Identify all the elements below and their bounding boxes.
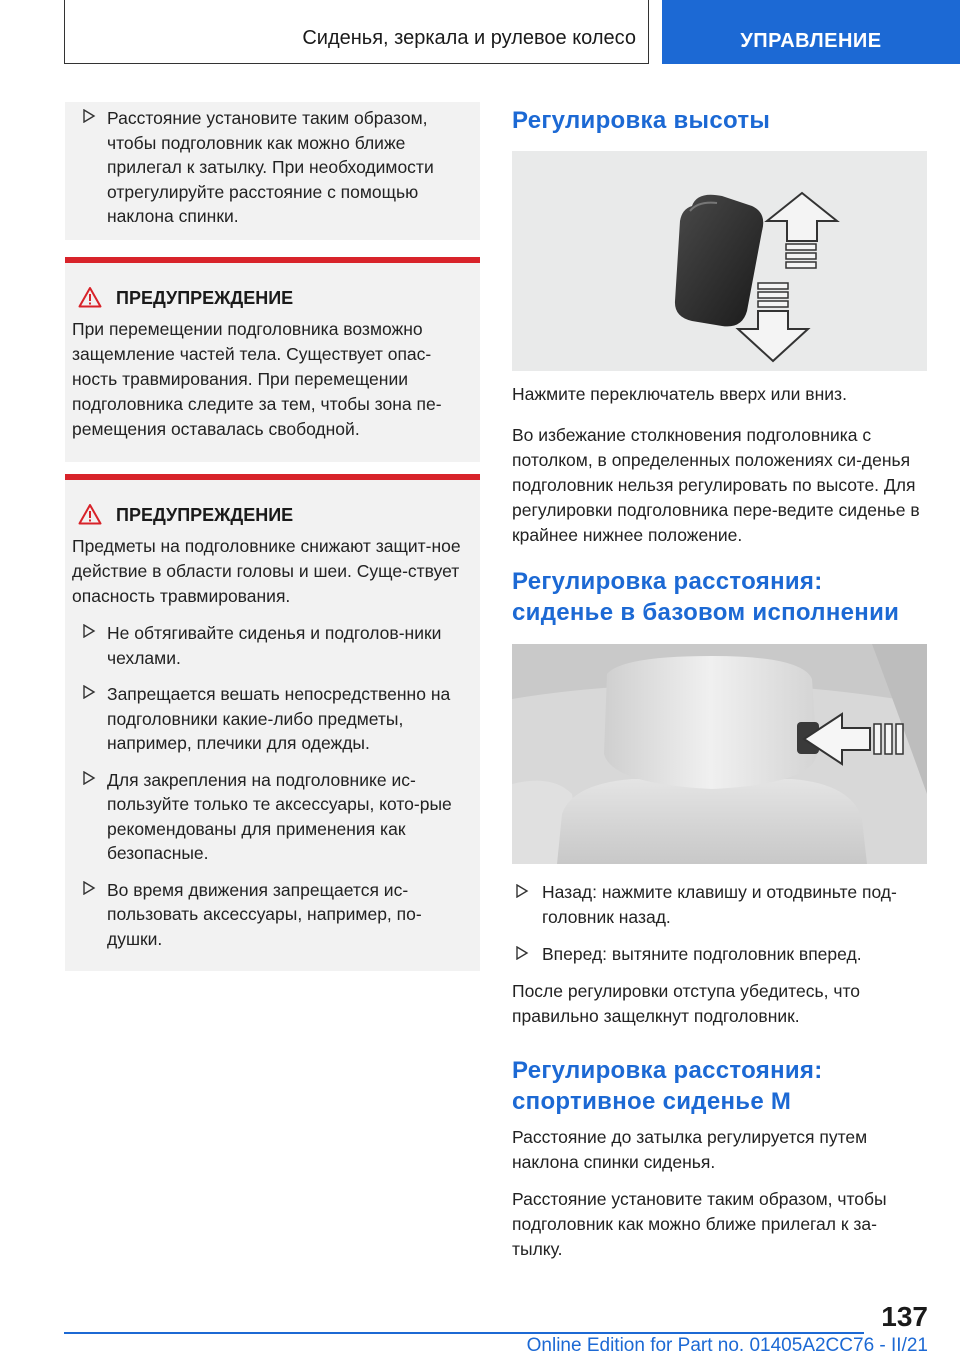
- warning-triangle-icon: [78, 286, 102, 308]
- headrest-release-figure: [512, 644, 927, 864]
- triangle-bullet-icon: [82, 881, 96, 895]
- footer-edition: Online Edition for Part no. 01405A2CC76 - II/21: [526, 1335, 928, 1356]
- page-header: [64, 0, 960, 64]
- warning-text: При перемещении подголовника возможно защемление частей тела. Существует опас-ность травмирования. При перемещении подголовника следите за тем, чтобы зона пе-ремещения оставалась свободной.: [72, 319, 442, 439]
- list-item: Для закрепления на подголовнике ис-пользуйте только те аксессуары, кото-рые рекомендованы для применения как безопасные.: [72, 768, 472, 866]
- list-item: Запрещается вешать непосредственно на подголовники какие-либо предметы, например, плечики для одежды.: [72, 682, 472, 756]
- intro-box: [65, 102, 480, 240]
- triangle-bullet-icon: [82, 109, 96, 123]
- distance-base-heading: Регулировка расстояния: сиденье в базовом исполнении: [512, 568, 900, 626]
- warning-box-2: [65, 474, 480, 971]
- height-switch-figure: [512, 151, 927, 371]
- height-text-1: Нажмите переключатель вверх или вниз.: [512, 384, 847, 404]
- triangle-bullet-icon: [515, 946, 529, 960]
- triangle-bullet-icon: [82, 685, 96, 699]
- height-text-2: Во избежание столкновения подголовника с потолком, в определенных положениях си-денья подголовник нельзя регулировать по высоте. Для регулировки подголовника пере-ведите сиденье в крайнее нижнее положение.: [512, 425, 920, 545]
- chapter-tab: [662, 0, 960, 64]
- section-tab: [64, 0, 649, 64]
- triangle-bullet-icon: [82, 624, 96, 638]
- headrest-switch-illustration: [512, 151, 927, 371]
- list-item-text: Расстояние установите таким образом, чтобы подголовник как можно ближе прилегал к затылку. При необходимости отрегулируйте расстояние с помощью наклона спинки.: [107, 108, 434, 226]
- distance-sport-text-1: Расстояние до затылка регулируется путем наклона спинки сиденья.: [512, 1127, 868, 1172]
- height-heading: Регулировка высоты: [512, 107, 771, 134]
- warning-triangle-icon: [78, 503, 102, 525]
- warning-box-1: [65, 257, 480, 462]
- right-column: [512, 102, 927, 1262]
- list-item: Во время движения запрещается ис-пользовать аксессуары, например, по-душки.: [72, 878, 472, 952]
- warning-text: Предметы на подголовнике снижают защит-ное действие в области головы и шеи. Суще-ствует опасность травмирования.: [72, 536, 461, 606]
- list-item: Вперед: вытяните подголовник вперед.: [512, 942, 927, 967]
- chapter-title: УПРАВЛЕНИЕ: [740, 30, 882, 52]
- list-item: Не обтягивайте сиденья и подголов-ники чехлами.: [72, 621, 472, 670]
- headrest-release-illustration: [512, 644, 927, 864]
- warning-title: ПРЕДУПРЕЖДЕНИЕ: [72, 502, 472, 528]
- warning-title: ПРЕДУПРЕЖДЕНИЕ: [72, 285, 472, 311]
- left-column: [65, 102, 480, 971]
- triangle-bullet-icon: [82, 771, 96, 785]
- footer-divider: [64, 1332, 864, 1334]
- warning-list: [72, 621, 472, 951]
- distance-base-after: После регулировки отступа убедитесь, что правильно защелкнут подголовник.: [512, 981, 860, 1026]
- list-item: Назад: нажмите клавишу и отодвиньте под-головник назад.: [512, 880, 927, 930]
- triangle-bullet-icon: [515, 884, 529, 898]
- section-title: Сиденья, зеркала и рулевое колесо: [302, 27, 636, 49]
- page-number: 137: [881, 1301, 928, 1332]
- distance-base-list: [512, 880, 927, 967]
- distance-sport-heading: Регулировка расстояния: спортивное сиденье M: [512, 1057, 823, 1115]
- list-item: [65, 106, 480, 229]
- distance-sport-text-2: Расстояние установите таким образом, чтобы подголовник как можно ближе прилегал к за-тылку.: [512, 1189, 887, 1259]
